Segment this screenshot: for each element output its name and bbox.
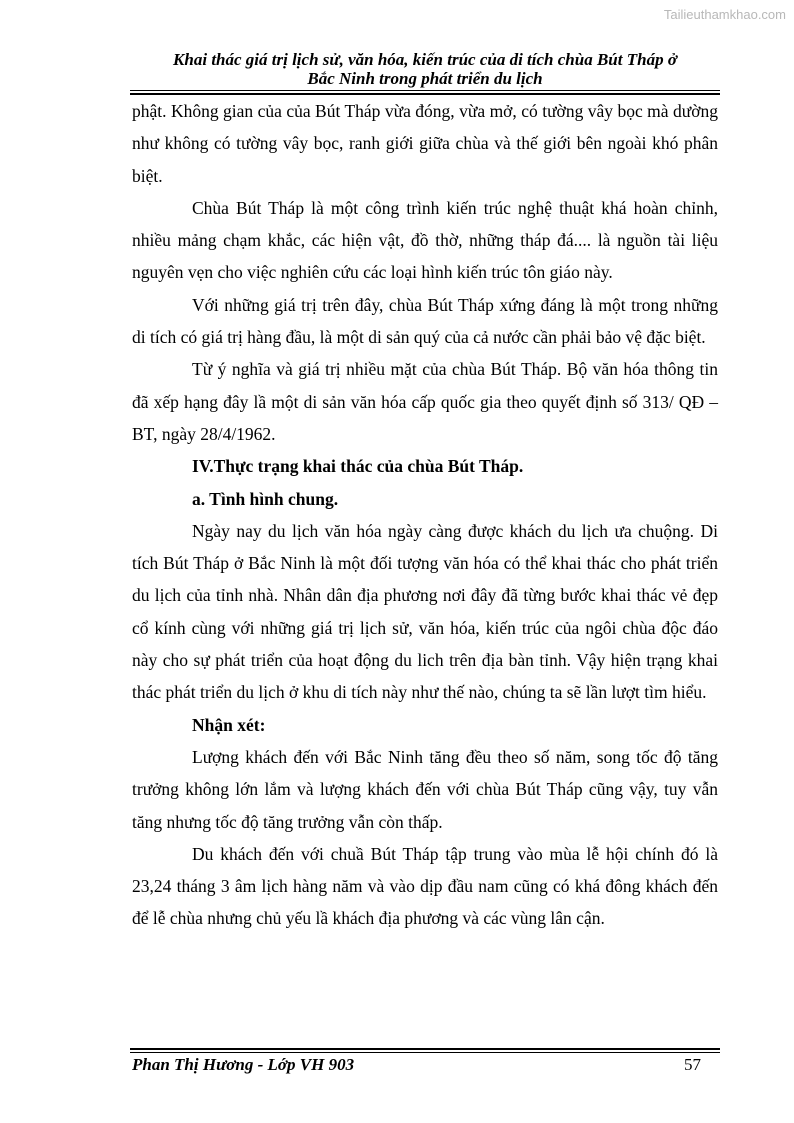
document-body: [132, 95, 718, 935]
footer-rule: [130, 1052, 720, 1053]
section-heading: IV.Thực trạng khai thác của chùa Bút Tháp.: [192, 456, 524, 477]
paragraph-continuation: phật. Không gian của của Bút Tháp vừa đóng, vừa mở, có tường vây bọc mà dường như không có tường vây bọc, ranh giới giữa chùa và thế giới bên ngoài khó phân biệt.: [132, 101, 718, 186]
header-line-2: Bắc Ninh trong phát triển du lịch: [307, 69, 543, 88]
paragraph: Với những giá trị trên đây, chùa Bút Tháp xứng đáng là một trong những di tích có giá trị hàng đầu, là một di sản quý của cả nước cần phải bảo vệ đặc biệt.: [132, 294, 718, 348]
subsection-heading: a. Tình hình chung.: [192, 488, 339, 509]
footer-author: Phan Thị Hương - Lớp VH 903: [132, 1055, 355, 1074]
paragraph: Lượng khách đến với Bắc Ninh tăng đều theo số năm, song tốc độ tăng trưởng không lớn lắm và lượng khách đến với chùa Bút Tháp cũng vậy, tuy vẫn tăng nhưng tốc độ tăng trưởng vẫn còn thấp.: [132, 746, 718, 832]
header-line-1: Khai thác giá trị lịch sử, văn hóa, kiến trúc của di tích chùa Bút Tháp ở: [173, 50, 677, 69]
paragraph: Ngày nay du lịch văn hóa ngày càng được khách du lịch ưa chuộng. Di tích Bút Tháp ở Bắc Ninh là một đối tượng văn hóa có thể khai thác cho phát triển du lịch của tỉnh nhà. Nhân dân địa phương nơi đây đã từng bước khai thác vẻ đẹp cổ kính cùng với những giá trị lịch sử, văn hóa, kiến trúc của ngôi chùa độc đáo này cho sự phát triển của hoạt động du lich trên địa bàn tỉnh. Vậy hiện trạng khai thác phát triển du lịch ở khu di tích này như thế nào, chúng ta sẽ lần lượt tìm hiểu.: [132, 520, 718, 703]
paragraph: Du khách đến với chuầ Bút Tháp tập trung vào mùa lễ hội chính đó là 23,24 tháng 3 âm lịch hàng năm và vào dịp đầu nam cũng có khá đông khách đến để lễ chùa nhưng chủ yếu lầ khách địa phương và các vùng lân cận.: [132, 843, 718, 929]
paragraph: Chùa Bút Tháp là một công trình kiến trúc nghệ thuật khá hoàn chỉnh, nhiều mảng chạm khắc, các hiện vật, đồ thờ, những tháp đá.... là nguồn tài liệu nguyên vẹn cho việc nghiên cứu các loại hình kiến trúc tôn giáo này.: [132, 197, 718, 283]
remarks-heading: Nhận xét:: [192, 714, 266, 735]
watermark: Tailieuthamkhao.com: [663, 7, 786, 22]
page-number: 57: [684, 1055, 701, 1074]
header-rule: [130, 90, 720, 91]
running-header: [130, 50, 720, 88]
paragraph: Từ ý nghĩa và giá trị nhiều mặt của chùa Bút Tháp. Bộ văn hóa thông tin đã xếp hạng đây lầ một di sản văn hóa cấp quốc gia theo quyết định số 313/ QĐ – BT, ngày 28/4/1962.: [132, 359, 718, 444]
footer-rule-thick: [130, 1048, 720, 1050]
